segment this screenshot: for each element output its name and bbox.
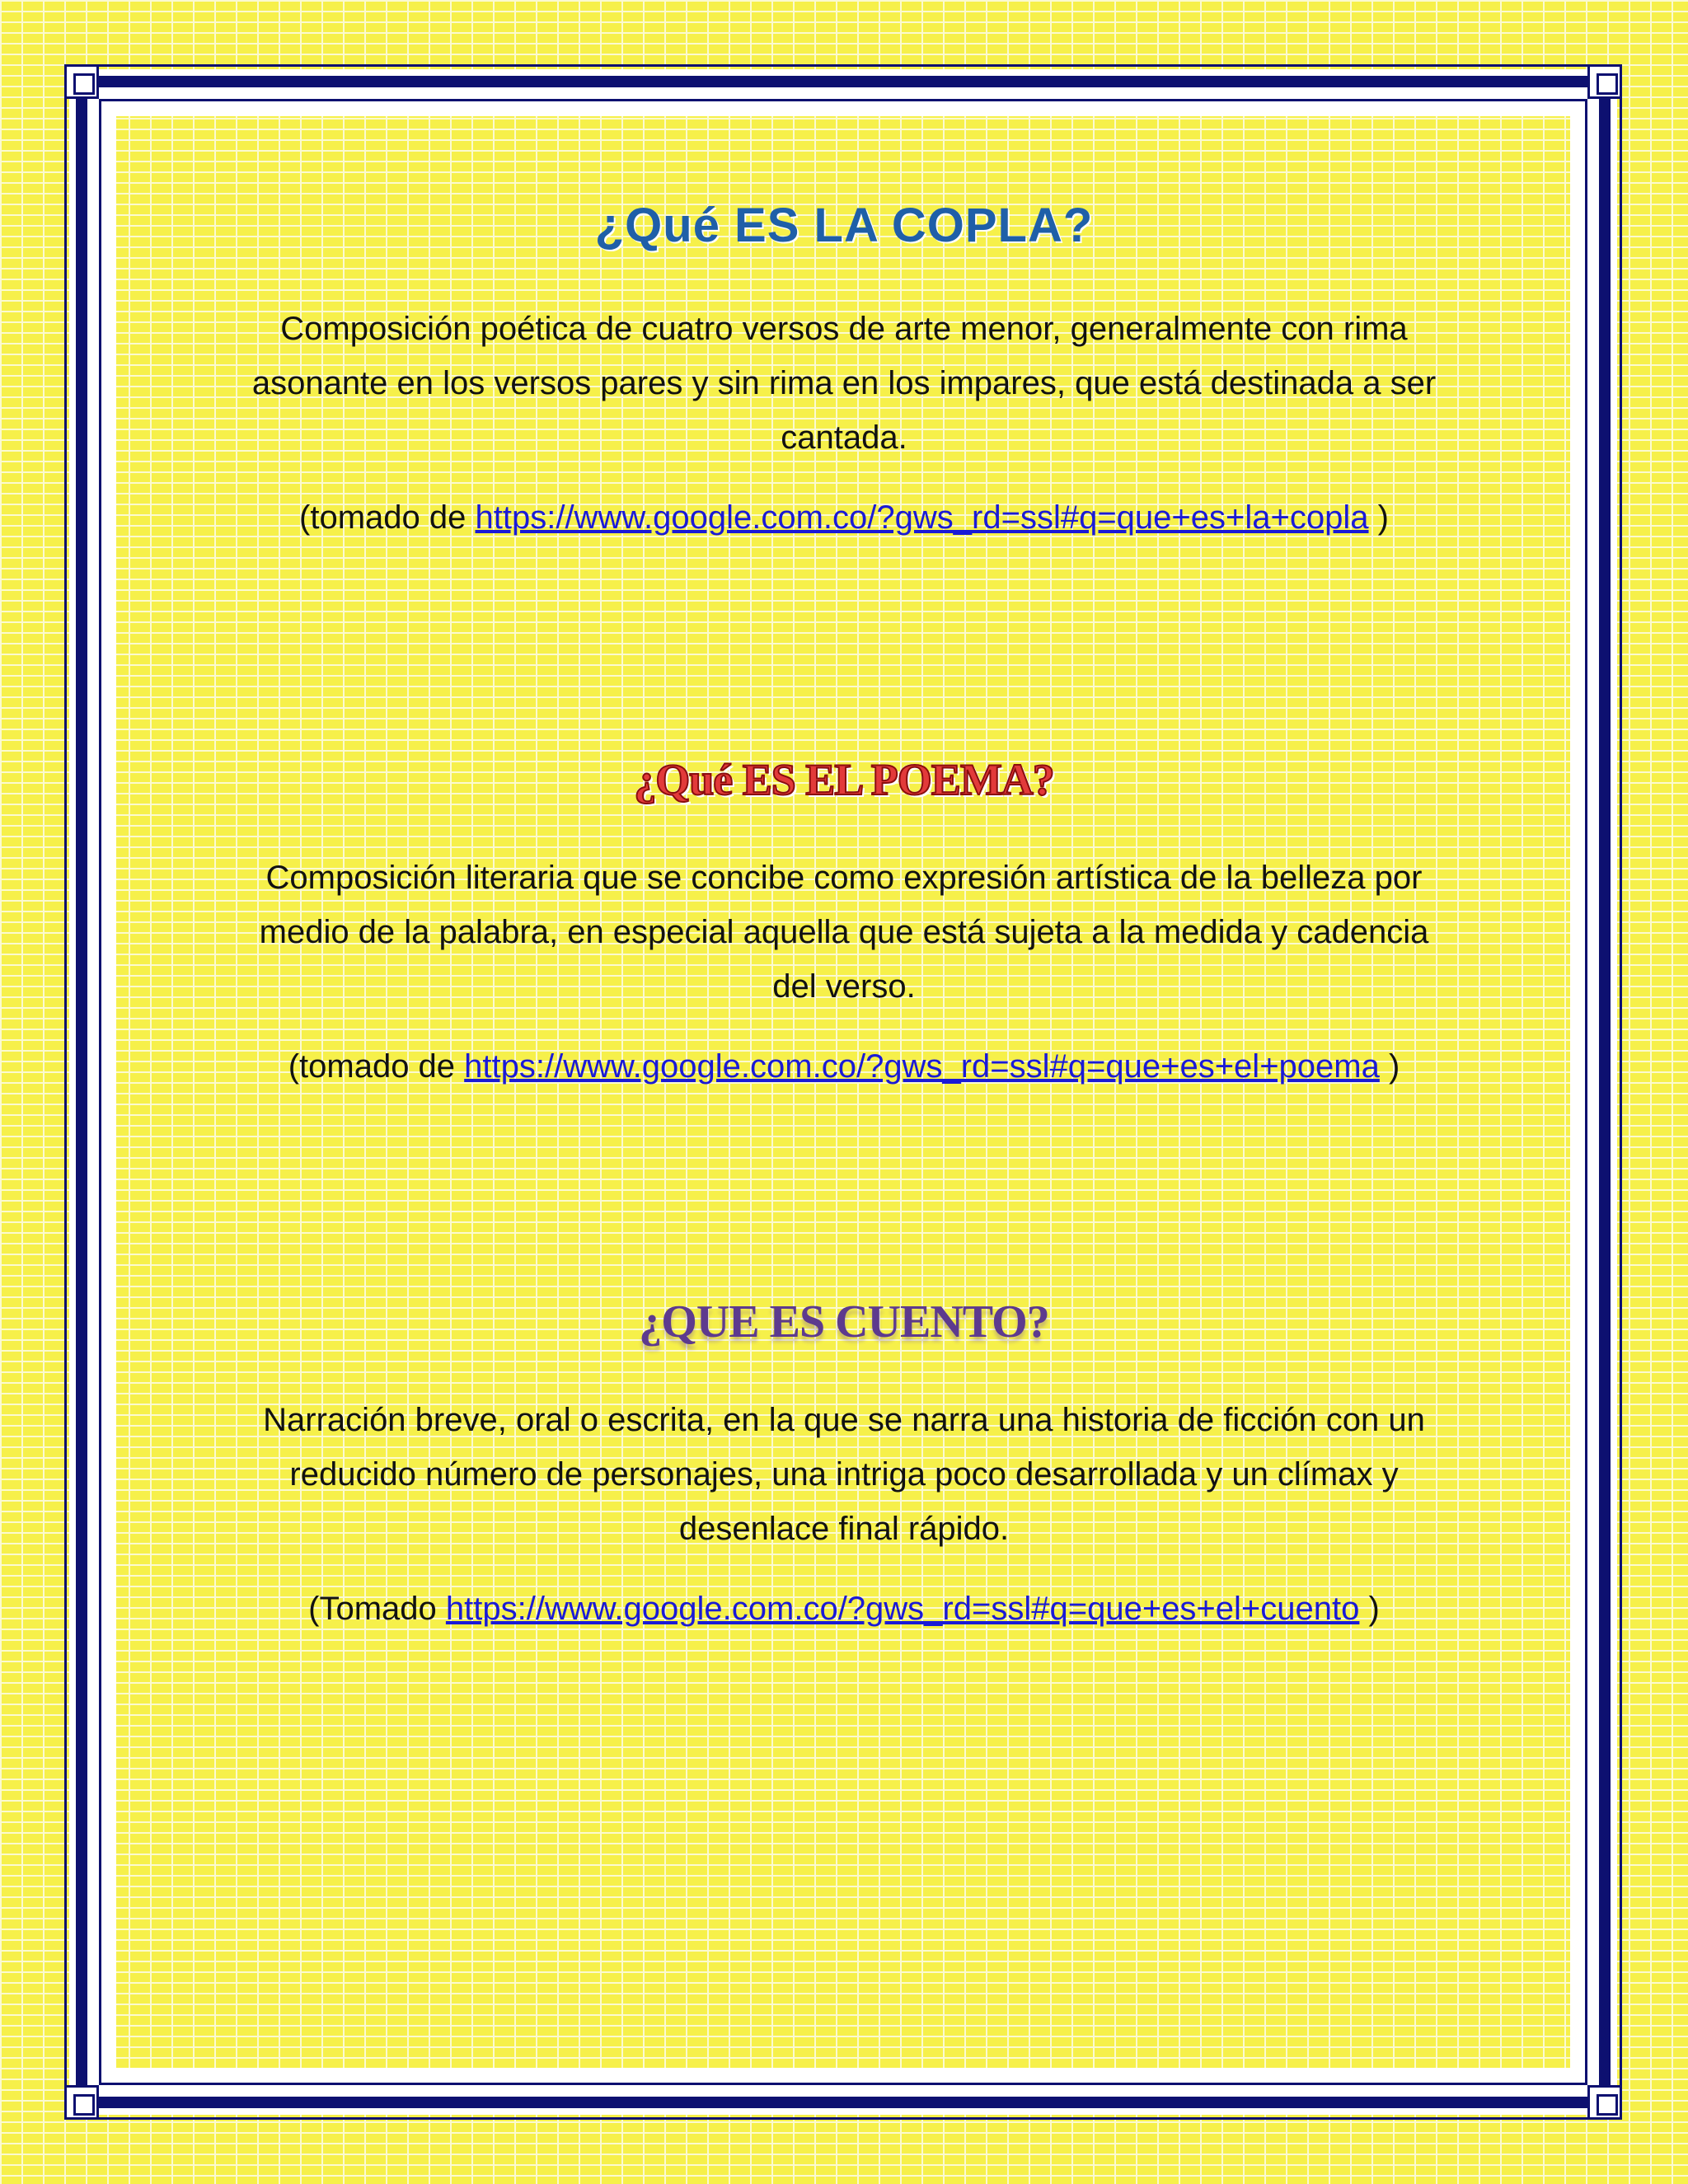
source-prefix: (tomado de <box>288 1048 465 1085</box>
heading-copla: ¿Qué ES LA COPLA? <box>594 199 1094 252</box>
source-prefix: (Tomado <box>308 1591 446 1627</box>
source-suffix: ) <box>1379 1048 1400 1085</box>
source-link-poema[interactable]: https://www.google.com.co/?gws_rd=ssl#q=que+es+el+poema <box>464 1048 1380 1085</box>
source-link-copla[interactable]: https://www.google.com.co/?gws_rd=ssl#q=que+es+la+copla <box>475 499 1369 536</box>
heading-poema: ¿Qué ES EL POEMA? <box>634 755 1054 804</box>
source-copla <box>214 493 1474 542</box>
paragraph-cuento: Narración breve, oral o escrita, en la que se narra una historia de ficción con un reducido número de personajes, una intriga poco desarrollada y un clímax y desenlace final rápido. <box>263 1402 1425 1547</box>
source-cuento <box>214 1584 1474 1633</box>
paragraph-poema: Composición literaria que se concibe como expresión artística de la belleza por medio de la palabra, en especial aquella que está sujeta a la medida y cadencia del verso. <box>259 860 1429 1005</box>
frame-corner-top-right <box>1587 64 1622 99</box>
frame-corner-bottom-right <box>1587 2085 1622 2120</box>
source-suffix: ) <box>1359 1591 1380 1627</box>
frame-corner-top-left <box>64 64 99 99</box>
source-prefix: (tomado de <box>299 499 476 536</box>
source-poema <box>214 1042 1474 1091</box>
frame-corner-bottom-left <box>64 2085 99 2120</box>
source-suffix: ) <box>1368 499 1389 536</box>
paragraph-copla: Composición poética de cuatro versos de arte menor, generalmente con rima asonante en los versos pares y sin rima en los impares, que está destinada a ser cantada. <box>251 311 1437 456</box>
source-link-cuento[interactable]: https://www.google.com.co/?gws_rd=ssl#q=que+es+el+cuento <box>445 1591 1360 1627</box>
heading-cuento: ¿QUE ES CUENTO? <box>639 1296 1049 1347</box>
